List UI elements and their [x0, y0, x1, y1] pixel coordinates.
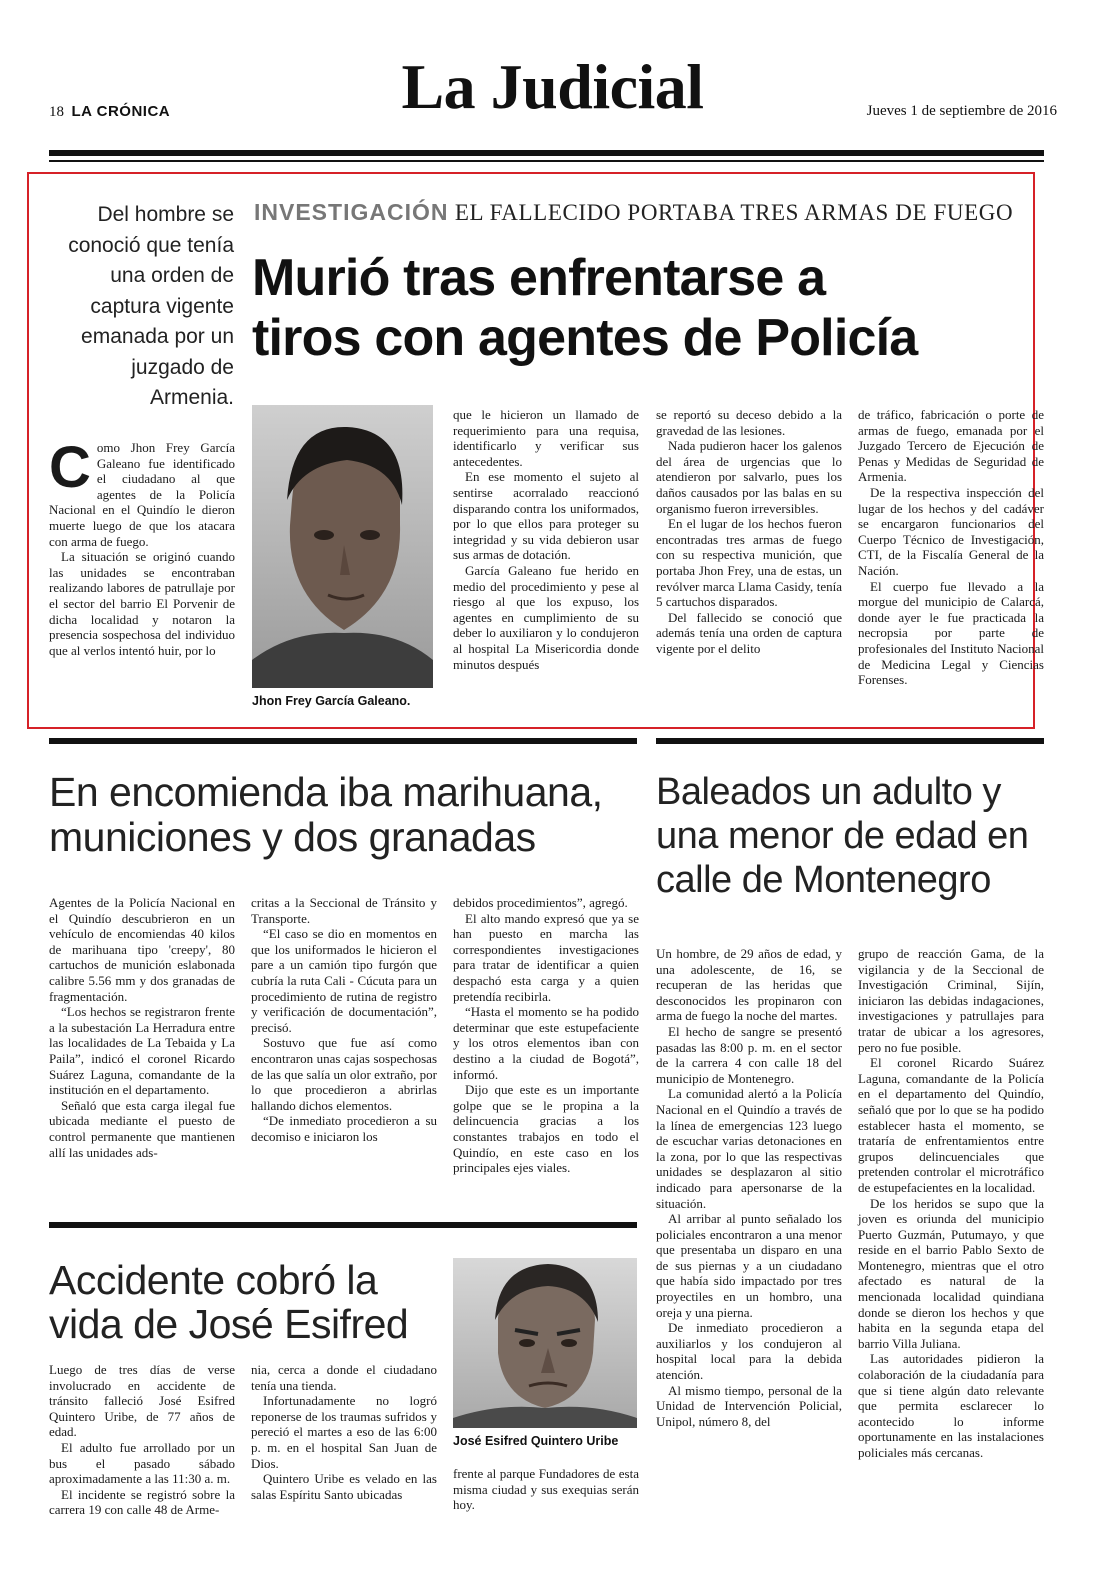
story4-col2-p2: Infortunadamente no logró reponerse de los traumas sufridos y pereció el martes a eso de las 6:00 p. m. en el hospital San Juan de Dios.: [251, 1393, 437, 1471]
story2-col3-p4: Dijo que este es un importante golpe que se le propina a la delincuencia gracias a los constantes trabajos en todo el Quindío, en este caso en los principales ejes viales.: [453, 1082, 639, 1176]
story4-headline-line1: Accidente cobró la: [49, 1257, 378, 1303]
feature-col3-p3: En el lugar de los hechos fueron encontradas tres armas de fuego con su respectiva munición, que portaba Jhon Frey, una de estas, un revólver marca Llama Casidy, tenía 5 cartuchos disparados.: [656, 516, 842, 610]
feature-col4-p2: De la respectiva inspección del lugar de los hechos y del cadáver se encargaron funcionarios del Cuerpo Técnico de Investigación, CTI, de la Fiscalía General de la Nación.: [858, 484, 1044, 578]
story2-column-1: [49, 895, 235, 1160]
story2-col1-p1: Agentes de la Policía Nacional en el Quindío descubrieron en un vehículo de encomiendas 40 kilos de marihuana tipo 'creepy', 80 cartuchos de munición eslabonada calibre 5.56 mm y dos granadas de fragmentación.: [49, 895, 235, 1004]
story3-col2-p3: De los heridos se supo que la joven es oriunda del municipio Puerto Guzmán, Putumayo, y que reside en el barrio Pablo Sexto de Montenegro, mientras que el otro afectado es natural de la mencionada localidad quindiana donde se dieron los hechos y que habita en la segunda etapa del barrio Villa Juliana.: [858, 1195, 1044, 1351]
feature-col4-p1: de tráfico, fabricación o porte de armas de fuego, emanada por el Juzgado Tercero de Ejecución de Penas y Medidas de Seguridad de Armenia.: [858, 407, 1044, 485]
story2-col1-p3: Señaló que esta carga ilegal fue ubicada mediante el puesto de control permanente que mantienen allí las unidades ads-: [49, 1097, 235, 1160]
story4-headline: [49, 1258, 449, 1346]
photo-jose-esifred: [453, 1258, 637, 1428]
story2-col1-p2: “Los hechos se registraron frente a la subestación La Herradura entre las localidades de La Tebaida y La Paila”, indicó el coronel Ricardo Suárez Laguna, comandante de la institución en el departamento.: [49, 1004, 235, 1098]
feature-col3-p2: Nada pudieron hacer los galenos del área de urgencias que lo atendieron por salvarlo, pues los daños causados por las balas en su organismo fueron irreversibles.: [656, 438, 842, 516]
story4-column-2: [251, 1362, 437, 1502]
story3-col2-p1: grupo de reacción Gama, de la vigilancia y de la Seccional de Investigación Criminal, Sijín, iniciaron las debidas indagaciones, investigaciones y patrullajes para tratar de ubicar a los agresores, pero no fue posible.: [858, 946, 1044, 1055]
portrait-placeholder-icon: [453, 1258, 637, 1428]
story2-col3-p2: El alto mando expresó que ya se han puesto en marcha las correspondientes investigaciones para tratar de identificar a quien despachó esta carga y a quien pretendía recibirla.: [453, 910, 639, 1004]
story3-col1-p3: La comunidad alertó a la Policía Nacional en el Quindío a través de la línea de emergencias 123 luego de escuchar varias detonaciones en la zona, por lo que las respectivas unidades se desplazaron al sitio indicado para apersonarse de la situación.: [656, 1086, 842, 1211]
story4-col1-p2: El adulto fue arrollado por un bus el pasado sábado aproximadamente a las 11:30 a. m.: [49, 1439, 235, 1487]
pull-quote: Del hombre se conoció que tenía una orden de captura vigente emanada por un juzgado de Armenia.: [68, 203, 234, 409]
header-rule-thin: [49, 160, 1044, 162]
feature-col1-p1: omo Jhon Frey García Galeano fue identificado el ciudadano al que agentes de la Policía Nacional en el Quindío le dieron muerte luego de que los atacara con arma de fuego.: [49, 440, 235, 549]
feature-col1-p2: La situación se originó cuando las unidades se encontraban realizando labores de patrullaje por el sector del barrio El Porvenir de dicha localidad y notaron la presencia sospechosa del individuo que al verlos intentó huir, por lo: [49, 549, 235, 658]
story3-column-2: [858, 946, 1044, 1461]
kicker-label: INVESTIGACIÓN: [254, 199, 449, 225]
story4-column-1: [49, 1362, 235, 1518]
feature-col2-p1: que le hicieron un llamado de requerimiento para una requisa, identificarlo y verificar sus antecedentes.: [453, 407, 639, 469]
header-rule-thick: [49, 150, 1044, 156]
story2-headline-line2: municiones y dos granadas: [49, 814, 536, 860]
story4-col3-p1: frente al parque Fundadores de esta misma ciudad y sus exequias serán hoy.: [453, 1466, 639, 1513]
story2-headline-line1: En encomienda iba marihuana,: [49, 769, 603, 815]
feature-kicker: [254, 199, 1013, 226]
story2-col3-p1: debidos procedimientos”, agregó.: [453, 895, 628, 910]
story4-column-3: [453, 1466, 639, 1513]
story4-col1-p3: El incidente se registró sobre la carrera 19 con calle 48 de Arme-: [49, 1486, 235, 1518]
issue-date: Jueves 1 de septiembre de 2016: [866, 103, 1057, 119]
story3-column-1: [656, 946, 842, 1429]
publication-name: LA CRÓNICA: [71, 103, 171, 120]
story4-col2-p1: nia, cerca a donde el ciudadano tenía una tienda.: [251, 1362, 437, 1393]
story4-photo-caption: José Esifred Quintero Uribe: [453, 1434, 619, 1448]
story4-col1-p1: Luego de tres días de verse involucrado en accidente de tránsito falleció José Esifred Quintero Uribe, de 77 años de edad.: [49, 1362, 235, 1440]
portrait-placeholder-icon: [252, 405, 433, 688]
story4-col2-p3: Quintero Uribe es velado en las salas Espíritu Santo ubicadas: [251, 1471, 437, 1502]
story2-col2-p2: “El caso se dio en momentos en que los uniformados le hicieron el pare a un camión tipo furgón que cubría la ruta Cali - Cúcuta para un procedimiento de rutina de registro y verificación de documentación”, precisó.: [251, 926, 437, 1035]
story2-top-rule: [49, 738, 637, 744]
feature-col2-p3: García Galeano fue herido en medio del procedimiento y pese al riesgo al que los expuso, los agentes en cumplimiento de su deber lo auxiliaron y lo condujeron al hospital La Misericordia donde minutos después: [453, 562, 639, 672]
section-title: La Judicial: [401, 51, 704, 122]
story3-col1-p1: Un hombre, de 29 años de edad, y una adolescente, de 16, se recuperan de las heridas que desconocidos les propinaron con arma de fuego la noche del martes.: [656, 946, 842, 1024]
feature-col3-p4: Del fallecido se conoció que además tenía una orden de captura vigente por el delito: [656, 609, 842, 656]
feature-col4-p3: El cuerpo fue llevado a la morgue del municipio de Calarcá, donde ayer le fue practicada la necropsia por parte de profesionales del Instituto Nacional de Medicina Legal y Ciencias Forenses.: [858, 578, 1044, 688]
feature-headline-line1: Murió tras enfrentarse a: [252, 249, 826, 307]
story2-col2-p1: critas a la Seccional de Tránsito y Transporte.: [251, 895, 437, 926]
story3-headline: [656, 770, 1056, 902]
story2-col2-p4: “De inmediato procedieron a su decomiso e iniciaron los: [251, 1113, 437, 1144]
story3-col1-p6: Al mismo tiempo, personal de la Unidad de Intervención Policial, Unipol, número 8, del: [656, 1382, 842, 1429]
story3-headline-line1: Baleados un adulto y: [656, 771, 1001, 813]
story3-col1-p4: Al arribar al punto señalado los policiales encontraron a una menor que presentaba un disparo en una de sus piernas y a un ciudadano que había sido impactado por tres proyectiles en un hombro, una oreja y una pierna.: [656, 1211, 842, 1320]
feature-col3-p1: se reportó su deceso debido a la gravedad de las lesiones.: [656, 407, 842, 438]
feature-column-4: [858, 407, 1044, 688]
story3-col1-p5: De inmediato procedieron a auxiliarlos y los condujeron al hospital local para la debida atención.: [656, 1320, 842, 1383]
story2-column-2: [251, 895, 437, 1145]
kicker-text: EL FALLECIDO PORTABA TRES ARMAS DE FUEGO: [454, 200, 1014, 225]
story4-headline-line2: vida de José Esifred: [49, 1301, 409, 1347]
story4-top-rule: [49, 1222, 637, 1228]
story2-column-3: [453, 895, 639, 1176]
story3-col1-p2: El hecho de sangre se presentó pasadas las 8:00 p. m. en el sector de la carrera 4 con calle 18 del municipio de Montenegro.: [656, 1023, 842, 1086]
story3-headline-line2: una menor de edad en: [656, 815, 1029, 857]
drop-cap: C: [49, 435, 91, 500]
story2-col2-p3: Sostuvo que fue así como encontraron unas cajas sospechosas de las que salía un olor extraño, por lo que procedieron a abrirlas hallando dichos elementos.: [251, 1035, 437, 1113]
feature-col2-p2: En ese momento el sujeto al sentirse acorralado reaccionó disparando contra los uniformados, por lo que ellos para proteger su integridad y su vida debieron usar sus armas de dotación.: [453, 469, 639, 563]
feature-column-1: [49, 435, 235, 658]
feature-photo-caption: Jhon Frey García Galeano.: [252, 694, 411, 708]
feature-column-3: [656, 407, 842, 657]
story3-col2-p2: El coronel Ricardo Suárez Laguna, comandante de la Policía en el departamento del Quindío, señaló que por lo que se ha podido establecer hasta el momento, se trataría de enfrentamientos entre grupos delincuenciales que pretenden controlar el microtráfico de estupefacientes en la localidad.: [858, 1055, 1044, 1195]
story3-top-rule: [656, 738, 1044, 744]
story3-headline-line3: calle de Montenegro: [656, 859, 991, 901]
story2-col3-p3: “Hasta el momento se ha podido determinar que este estupefaciente y los otros elementos iban con destino a la ciudad de Bogotá”, informó.: [453, 1004, 639, 1082]
story3-col2-p4: Las autoridades pidieron la colaboración de la ciudadanía para que si tiene algún dato relevante que permita esclarecer lo acontecido lo informe oportunamente en las instalaciones policiales más cercanas.: [858, 1351, 1044, 1460]
page-number-value: 18: [49, 104, 64, 120]
feature-headline-line2: tiros con agentes de Policía: [252, 309, 918, 367]
story2-headline: [49, 770, 649, 860]
photo-jhon-frey: [252, 405, 433, 688]
feature-headline: [252, 248, 1042, 368]
feature-column-2: [453, 407, 639, 672]
